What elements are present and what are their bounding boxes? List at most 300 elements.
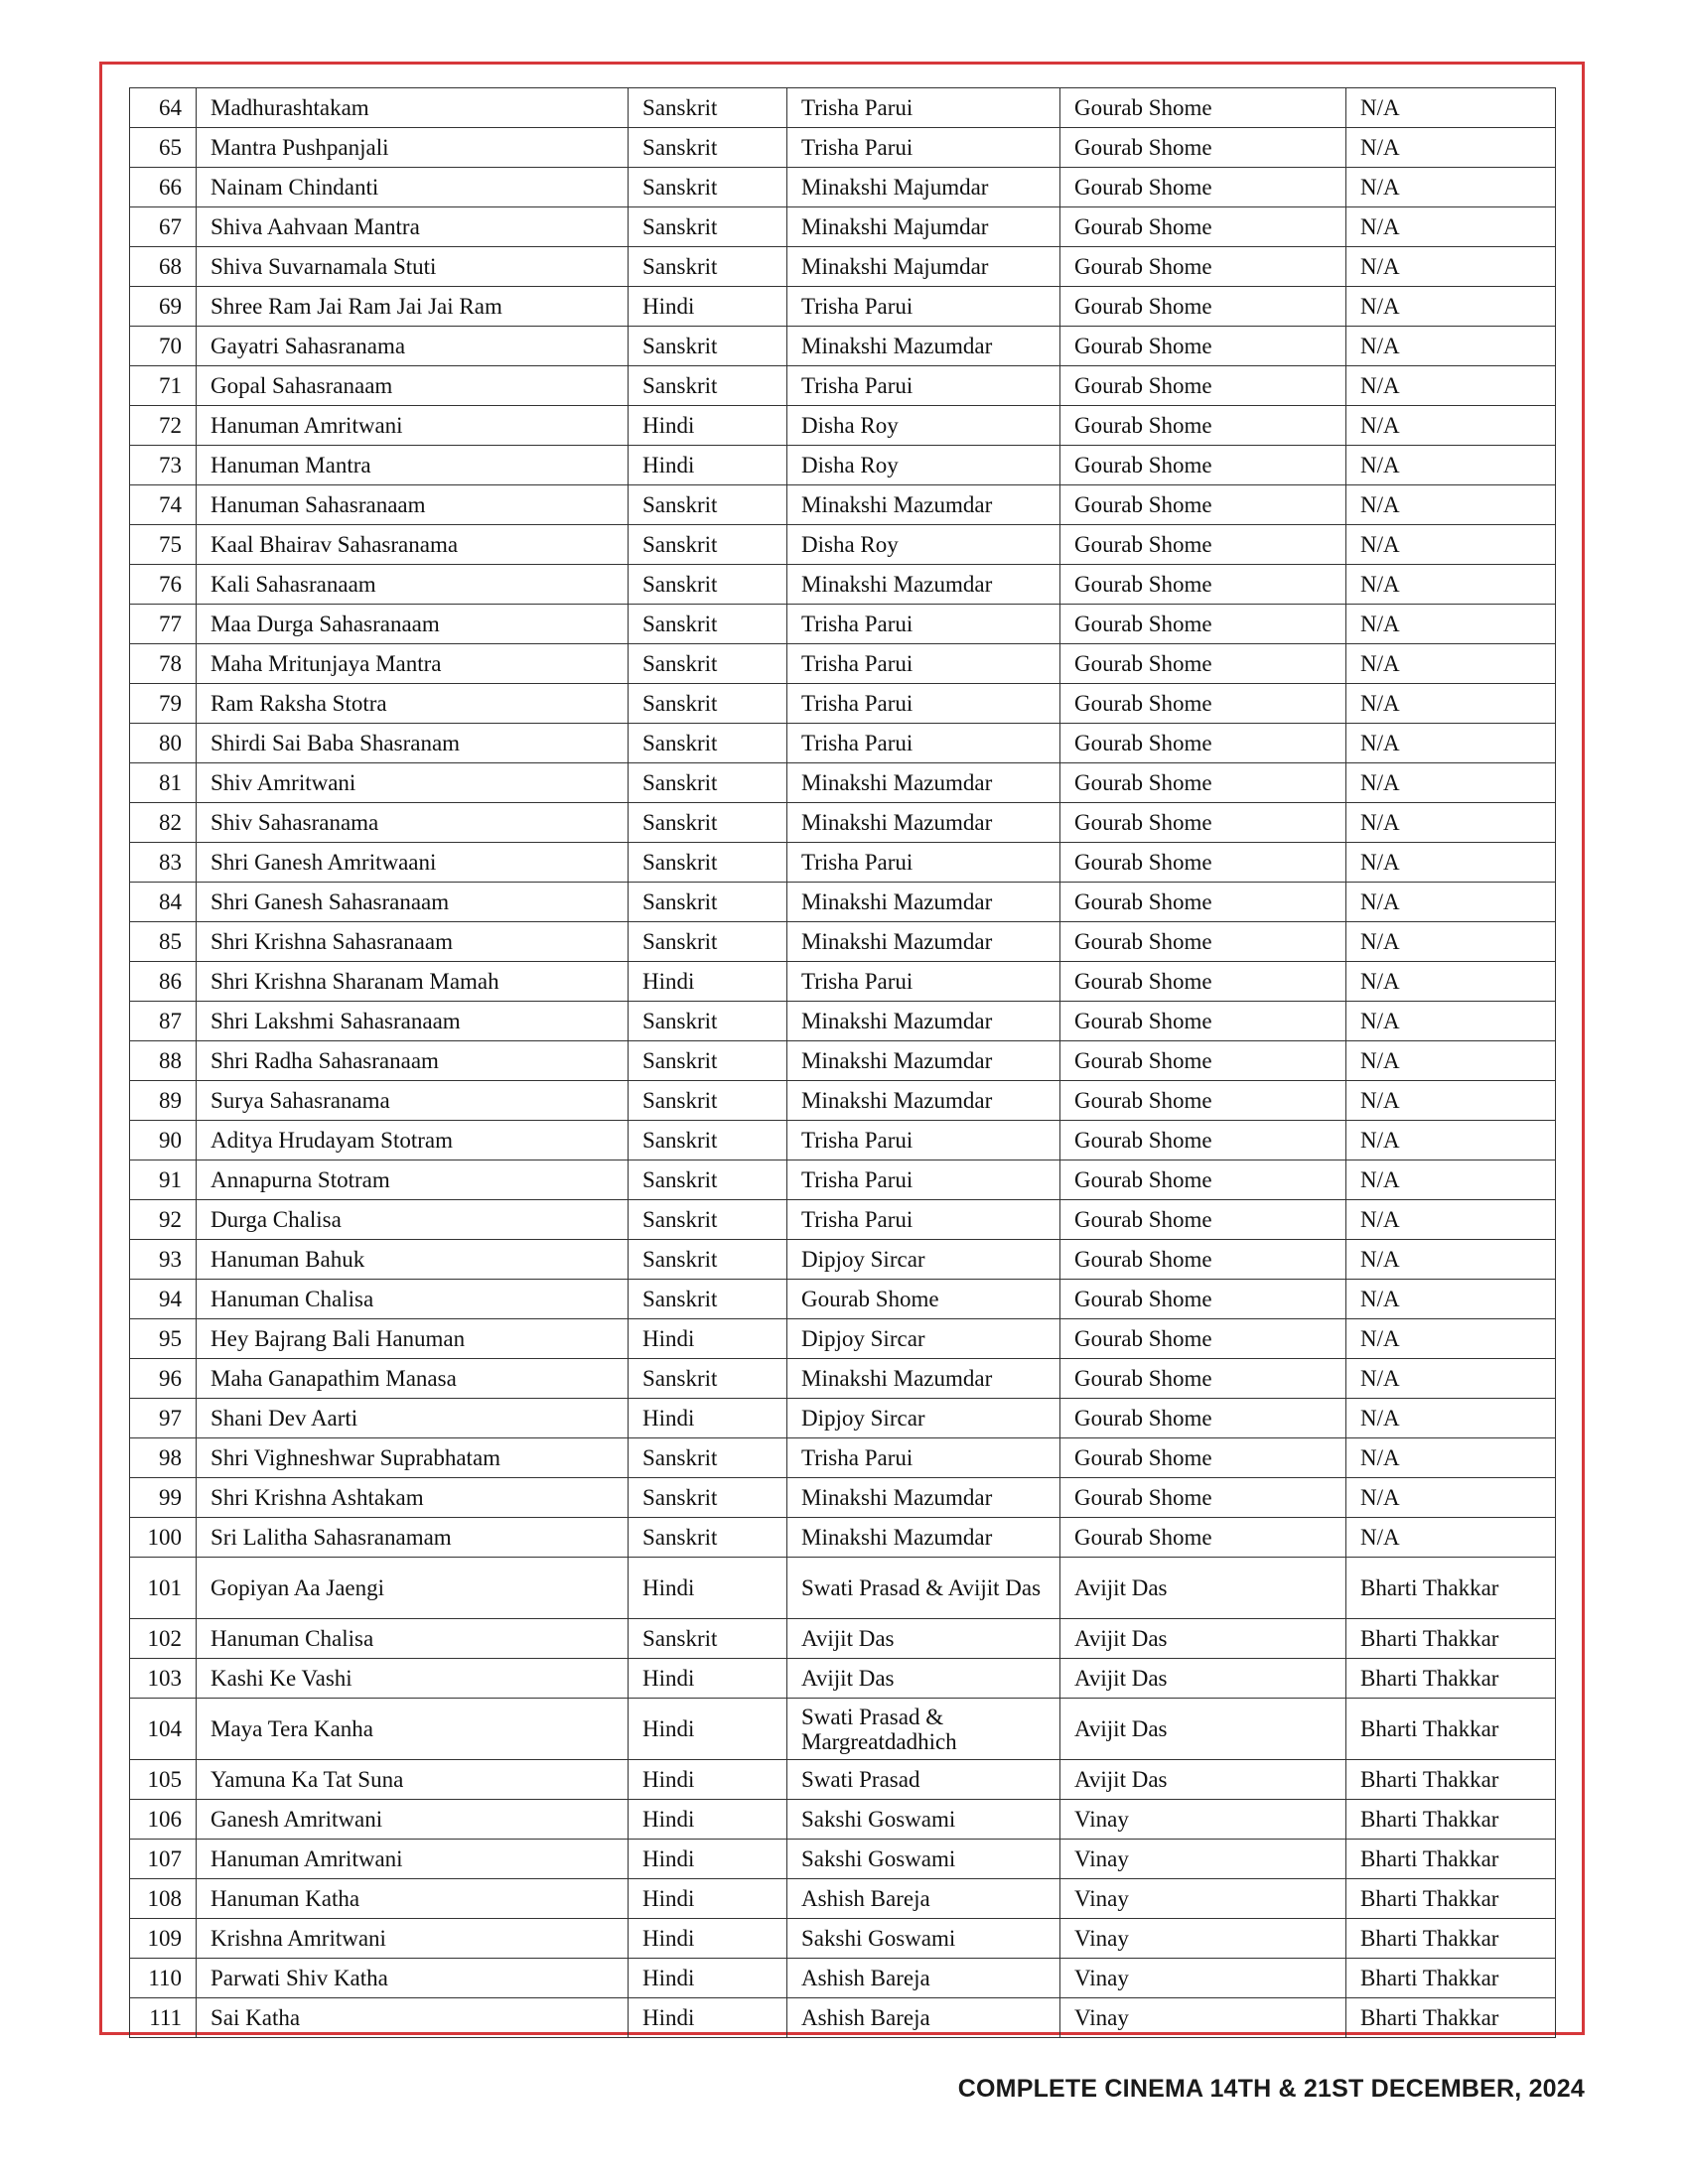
cell-lyricist: Bharti Thakkar [1346,1919,1556,1959]
cell-language: Hindi [629,1919,787,1959]
cell-singer: Dipjoy Sircar [787,1240,1060,1280]
cell-singer: Minakshi Mazumdar [787,1041,1060,1081]
cell-language: Sanskrit [629,724,787,763]
cell-language: Sanskrit [629,843,787,883]
cell-composer: Gourab Shome [1060,327,1346,366]
cell-composer: Gourab Shome [1060,1438,1346,1478]
cell-composer: Gourab Shome [1060,406,1346,446]
cell-language: Sanskrit [629,1240,787,1280]
cell-language: Hindi [629,1800,787,1840]
cell-composer: Gourab Shome [1060,565,1346,605]
cell-composer: Gourab Shome [1060,446,1346,485]
cell-lyricist: N/A [1346,525,1556,565]
cell-composer: Avijit Das [1060,1699,1346,1760]
cell-singer: Sakshi Goswami [787,1840,1060,1879]
cell-title: Maha Ganapathim Manasa [197,1359,629,1399]
cell-composer: Gourab Shome [1060,1399,1346,1438]
cell-number: 72 [130,406,197,446]
cell-singer: Trisha Parui [787,644,1060,684]
cell-lyricist: N/A [1346,366,1556,406]
cell-composer: Gourab Shome [1060,168,1346,207]
cell-language: Hindi [629,962,787,1002]
cell-lyricist: N/A [1346,763,1556,803]
cell-lyricist: N/A [1346,327,1556,366]
cell-lyricist: N/A [1346,1200,1556,1240]
cell-composer: Vinay [1060,1959,1346,1998]
cell-composer: Vinay [1060,1800,1346,1840]
cell-language: Hindi [629,1959,787,1998]
cell-title: Shri Ganesh Sahasranaam [197,883,629,922]
cell-lyricist: N/A [1346,88,1556,128]
cell-composer: Gourab Shome [1060,644,1346,684]
cell-language: Sanskrit [629,327,787,366]
cell-composer: Gourab Shome [1060,207,1346,247]
table-row [130,247,1556,287]
cell-number: 86 [130,962,197,1002]
cell-singer: Minakshi Mazumdar [787,1518,1060,1558]
cell-composer: Gourab Shome [1060,1319,1346,1359]
cell-title: Sai Katha [197,1998,629,2038]
cell-language: Hindi [629,1319,787,1359]
cell-title: Hanuman Chalisa [197,1280,629,1319]
cell-singer: Avijit Das [787,1619,1060,1659]
table-row [130,1518,1556,1558]
table-row [130,605,1556,644]
table-row [130,525,1556,565]
cell-number: 78 [130,644,197,684]
table-row [130,1160,1556,1200]
table-row [130,1240,1556,1280]
cell-lyricist: N/A [1346,446,1556,485]
cell-singer: Sakshi Goswami [787,1919,1060,1959]
cell-singer: Minakshi Mazumdar [787,565,1060,605]
cell-composer: Gourab Shome [1060,287,1346,327]
cell-singer: Ashish Bareja [787,1959,1060,1998]
table-row [130,207,1556,247]
cell-number: 91 [130,1160,197,1200]
cell-number: 105 [130,1760,197,1800]
cell-language: Sanskrit [629,485,787,525]
cell-number: 89 [130,1081,197,1121]
cell-title: Hanuman Bahuk [197,1240,629,1280]
cell-composer: Gourab Shome [1060,1121,1346,1160]
cell-singer: Minakshi Mazumdar [787,1359,1060,1399]
table-row [130,1558,1556,1619]
table-row [130,1280,1556,1319]
cell-lyricist: N/A [1346,1041,1556,1081]
cell-title: Yamuna Ka Tat Suna [197,1760,629,1800]
cell-lyricist: Bharti Thakkar [1346,1558,1556,1619]
cell-language: Sanskrit [629,763,787,803]
cell-composer: Avijit Das [1060,1659,1346,1699]
cell-lyricist: Bharti Thakkar [1346,1760,1556,1800]
cell-singer: Ashish Bareja [787,1998,1060,2038]
cell-lyricist: N/A [1346,485,1556,525]
cell-number: 84 [130,883,197,922]
cell-language: Sanskrit [629,128,787,168]
cell-number: 110 [130,1959,197,1998]
cell-number: 102 [130,1619,197,1659]
cell-singer: Disha Roy [787,525,1060,565]
cell-lyricist: Bharti Thakkar [1346,1619,1556,1659]
cell-composer: Gourab Shome [1060,1081,1346,1121]
cell-language: Sanskrit [629,1359,787,1399]
cell-title: Maha Mritunjaya Mantra [197,644,629,684]
cell-title: Shirdi Sai Baba Shasranam [197,724,629,763]
cell-singer: Minakshi Mazumdar [787,1478,1060,1518]
table-row [130,485,1556,525]
cell-singer: Trisha Parui [787,1121,1060,1160]
cell-title: Shri Krishna Sharanam Mamah [197,962,629,1002]
table-row [130,1800,1556,1840]
cell-title: Shiv Amritwani [197,763,629,803]
cell-composer: Gourab Shome [1060,247,1346,287]
table-row [130,1121,1556,1160]
cell-composer: Gourab Shome [1060,1041,1346,1081]
cell-lyricist: N/A [1346,1280,1556,1319]
cell-singer: Minakshi Mazumdar [787,883,1060,922]
cell-title: Shree Ram Jai Ram Jai Jai Ram [197,287,629,327]
cell-language: Sanskrit [629,247,787,287]
cell-number: 73 [130,446,197,485]
cell-language: Sanskrit [629,1002,787,1041]
cell-language: Sanskrit [629,803,787,843]
table-row [130,1919,1556,1959]
cell-number: 93 [130,1240,197,1280]
cell-lyricist: N/A [1346,1002,1556,1041]
cell-composer: Gourab Shome [1060,525,1346,565]
song-table [129,87,1556,2038]
cell-singer: Avijit Das [787,1659,1060,1699]
cell-singer: Trisha Parui [787,843,1060,883]
cell-singer: Disha Roy [787,406,1060,446]
cell-number: 82 [130,803,197,843]
cell-language: Hindi [629,406,787,446]
cell-singer: Dipjoy Sircar [787,1319,1060,1359]
cell-composer: Avijit Das [1060,1760,1346,1800]
cell-number: 101 [130,1558,197,1619]
cell-language: Sanskrit [629,366,787,406]
page-frame [99,62,1585,2035]
cell-singer: Sakshi Goswami [787,1800,1060,1840]
cell-singer: Trisha Parui [787,1200,1060,1240]
cell-number: 111 [130,1998,197,2038]
cell-title: Shiva Suvarnamala Stuti [197,247,629,287]
cell-singer: Swati Prasad & Margreatdadhich [787,1699,1060,1760]
cell-title: Durga Chalisa [197,1200,629,1240]
cell-title: Hey Bajrang Bali Hanuman [197,1319,629,1359]
cell-title: Kali Sahasranaam [197,565,629,605]
cell-number: 71 [130,366,197,406]
table-row [130,88,1556,128]
table-row [130,1760,1556,1800]
cell-title: Ganesh Amritwani [197,1800,629,1840]
cell-composer: Vinay [1060,1840,1346,1879]
cell-singer: Minakshi Mazumdar [787,485,1060,525]
cell-lyricist: N/A [1346,247,1556,287]
cell-title: Gopiyan Aa Jaengi [197,1558,629,1619]
cell-lyricist: Bharti Thakkar [1346,1959,1556,1998]
cell-number: 69 [130,287,197,327]
cell-language: Sanskrit [629,88,787,128]
table-row [130,962,1556,1002]
cell-lyricist: N/A [1346,207,1556,247]
cell-number: 94 [130,1280,197,1319]
cell-title: Nainam Chindanti [197,168,629,207]
cell-title: Shri Radha Sahasranaam [197,1041,629,1081]
cell-title: Mantra Pushpanjali [197,128,629,168]
cell-lyricist: Bharti Thakkar [1346,1800,1556,1840]
table-row [130,1478,1556,1518]
cell-singer: Swati Prasad [787,1760,1060,1800]
cell-lyricist: N/A [1346,684,1556,724]
cell-title: Hanuman Sahasranaam [197,485,629,525]
cell-composer: Gourab Shome [1060,883,1346,922]
cell-singer: Trisha Parui [787,962,1060,1002]
cell-singer: Minakshi Mazumdar [787,1002,1060,1041]
cell-title: Hanuman Amritwani [197,1840,629,1879]
cell-number: 80 [130,724,197,763]
cell-singer: Minakshi Mazumdar [787,763,1060,803]
cell-lyricist: N/A [1346,724,1556,763]
cell-language: Sanskrit [629,1518,787,1558]
cell-number: 106 [130,1800,197,1840]
table-row [130,1200,1556,1240]
cell-singer: Trisha Parui [787,684,1060,724]
cell-title: Hanuman Mantra [197,446,629,485]
table-row [130,1998,1556,2038]
cell-composer: Vinay [1060,1998,1346,2038]
table-row [130,724,1556,763]
cell-composer: Gourab Shome [1060,1002,1346,1041]
cell-title: Shiv Sahasranama [197,803,629,843]
cell-number: 87 [130,1002,197,1041]
cell-singer: Swati Prasad & Avijit Das [787,1558,1060,1619]
cell-title: Shri Krishna Ashtakam [197,1478,629,1518]
cell-lyricist: N/A [1346,803,1556,843]
cell-language: Sanskrit [629,1619,787,1659]
cell-singer: Ashish Bareja [787,1879,1060,1919]
cell-language: Sanskrit [629,922,787,962]
cell-singer: Trisha Parui [787,1438,1060,1478]
cell-lyricist: Bharti Thakkar [1346,1840,1556,1879]
table-row [130,1319,1556,1359]
table-row [130,366,1556,406]
cell-title: Sri Lalitha Sahasranamam [197,1518,629,1558]
cell-number: 85 [130,922,197,962]
table-row [130,565,1556,605]
cell-language: Hindi [629,1760,787,1800]
table-row [130,1619,1556,1659]
cell-composer: Avijit Das [1060,1558,1346,1619]
cell-title: Krishna Amritwani [197,1919,629,1959]
cell-composer: Gourab Shome [1060,803,1346,843]
cell-singer: Minakshi Mazumdar [787,803,1060,843]
table-row [130,1041,1556,1081]
cell-number: 109 [130,1919,197,1959]
cell-lyricist: N/A [1346,843,1556,883]
cell-number: 96 [130,1359,197,1399]
cell-title: Shiva Aahvaan Mantra [197,207,629,247]
table-row [130,763,1556,803]
cell-composer: Gourab Shome [1060,1160,1346,1200]
table-row [130,128,1556,168]
cell-lyricist: Bharti Thakkar [1346,1879,1556,1919]
cell-language: Hindi [629,1558,787,1619]
cell-number: 65 [130,128,197,168]
cell-singer: Minakshi Majumdar [787,168,1060,207]
cell-lyricist: N/A [1346,1319,1556,1359]
cell-language: Sanskrit [629,605,787,644]
cell-language: Hindi [629,446,787,485]
cell-lyricist: N/A [1346,1081,1556,1121]
cell-language: Sanskrit [629,1280,787,1319]
table-row [130,1879,1556,1919]
cell-singer: Trisha Parui [787,366,1060,406]
cell-composer: Gourab Shome [1060,922,1346,962]
cell-lyricist: N/A [1346,1359,1556,1399]
cell-number: 92 [130,1200,197,1240]
cell-title: Shani Dev Aarti [197,1399,629,1438]
cell-singer: Minakshi Mazumdar [787,327,1060,366]
cell-composer: Gourab Shome [1060,1518,1346,1558]
cell-singer: Trisha Parui [787,128,1060,168]
cell-lyricist: N/A [1346,1240,1556,1280]
cell-number: 64 [130,88,197,128]
table-row [130,1840,1556,1879]
cell-number: 70 [130,327,197,366]
cell-singer: Trisha Parui [787,724,1060,763]
cell-number: 74 [130,485,197,525]
cell-language: Hindi [629,1840,787,1879]
cell-singer: Trisha Parui [787,1160,1060,1200]
cell-title: Maya Tera Kanha [197,1699,629,1760]
table-row [130,1002,1556,1041]
cell-lyricist: N/A [1346,1160,1556,1200]
cell-number: 108 [130,1879,197,1919]
cell-language: Hindi [629,1699,787,1760]
cell-composer: Gourab Shome [1060,1200,1346,1240]
cell-singer: Minakshi Mazumdar [787,1081,1060,1121]
cell-language: Hindi [629,1998,787,2038]
cell-singer: Trisha Parui [787,88,1060,128]
cell-composer: Gourab Shome [1060,88,1346,128]
cell-number: 95 [130,1319,197,1359]
cell-number: 67 [130,207,197,247]
cell-lyricist: N/A [1346,128,1556,168]
table-row [130,922,1556,962]
cell-language: Sanskrit [629,168,787,207]
cell-lyricist: N/A [1346,565,1556,605]
cell-composer: Gourab Shome [1060,605,1346,644]
cell-composer: Gourab Shome [1060,684,1346,724]
table-row [130,446,1556,485]
cell-number: 77 [130,605,197,644]
cell-composer: Gourab Shome [1060,1478,1346,1518]
cell-language: Sanskrit [629,1478,787,1518]
table-row [130,1699,1556,1760]
cell-composer: Gourab Shome [1060,724,1346,763]
table-row [130,406,1556,446]
cell-lyricist: N/A [1346,605,1556,644]
table-row [130,883,1556,922]
cell-language: Sanskrit [629,1121,787,1160]
table-row [130,287,1556,327]
cell-lyricist: N/A [1346,168,1556,207]
cell-title: Surya Sahasranama [197,1081,629,1121]
cell-title: Ram Raksha Stotra [197,684,629,724]
cell-title: Parwati Shiv Katha [197,1959,629,1998]
cell-title: Shri Krishna Sahasranaam [197,922,629,962]
cell-composer: Gourab Shome [1060,843,1346,883]
cell-language: Sanskrit [629,684,787,724]
cell-title: Aditya Hrudayam Stotram [197,1121,629,1160]
table-row [130,1659,1556,1699]
cell-lyricist: Bharti Thakkar [1346,1998,1556,2038]
table-row [130,1959,1556,1998]
table-row [130,1359,1556,1399]
table-row [130,803,1556,843]
cell-number: 90 [130,1121,197,1160]
cell-number: 98 [130,1438,197,1478]
cell-singer: Minakshi Majumdar [787,247,1060,287]
footer-publication-line: COMPLETE CINEMA 14TH & 21ST DECEMBER, 2024 [957,2075,1585,2103]
cell-lyricist: N/A [1346,1518,1556,1558]
cell-lyricist: N/A [1346,922,1556,962]
cell-title: Gayatri Sahasranama [197,327,629,366]
cell-composer: Gourab Shome [1060,1359,1346,1399]
table-row [130,684,1556,724]
cell-composer: Gourab Shome [1060,366,1346,406]
cell-number: 107 [130,1840,197,1879]
cell-number: 81 [130,763,197,803]
cell-title: Hanuman Amritwani [197,406,629,446]
cell-number: 79 [130,684,197,724]
cell-language: Sanskrit [629,1160,787,1200]
cell-language: Sanskrit [629,1438,787,1478]
cell-title: Hanuman Katha [197,1879,629,1919]
cell-singer: Trisha Parui [787,605,1060,644]
cell-language: Sanskrit [629,565,787,605]
cell-language: Sanskrit [629,883,787,922]
cell-singer: Minakshi Mazumdar [787,922,1060,962]
table-row [130,327,1556,366]
cell-title: Shri Lakshmi Sahasranaam [197,1002,629,1041]
cell-composer: Vinay [1060,1879,1346,1919]
cell-language: Sanskrit [629,1081,787,1121]
cell-lyricist: N/A [1346,406,1556,446]
cell-composer: Vinay [1060,1919,1346,1959]
cell-lyricist: N/A [1346,287,1556,327]
cell-number: 99 [130,1478,197,1518]
cell-language: Sanskrit [629,207,787,247]
cell-language: Sanskrit [629,1041,787,1081]
cell-lyricist: Bharti Thakkar [1346,1659,1556,1699]
table-row [130,1399,1556,1438]
cell-number: 76 [130,565,197,605]
cell-singer: Minakshi Majumdar [787,207,1060,247]
cell-title: Kashi Ke Vashi [197,1659,629,1699]
cell-number: 68 [130,247,197,287]
cell-title: Maa Durga Sahasranaam [197,605,629,644]
cell-number: 103 [130,1659,197,1699]
table-row [130,168,1556,207]
cell-composer: Gourab Shome [1060,763,1346,803]
cell-number: 66 [130,168,197,207]
cell-composer: Gourab Shome [1060,1280,1346,1319]
cell-composer: Avijit Das [1060,1619,1346,1659]
table-row [130,644,1556,684]
